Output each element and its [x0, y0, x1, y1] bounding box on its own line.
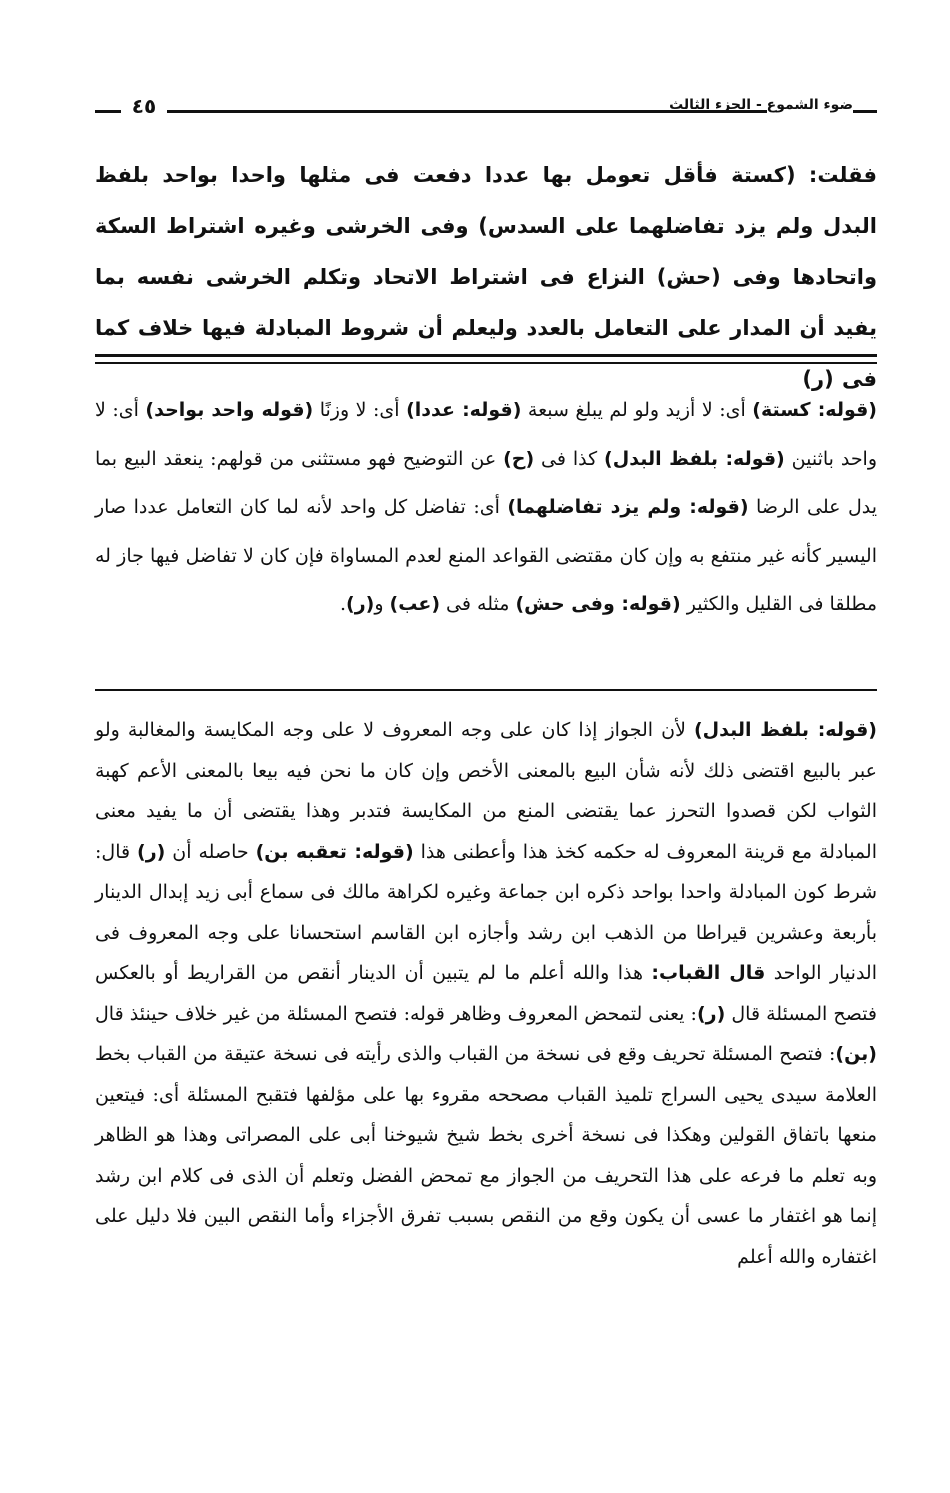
lemma-walam-yazid: (قوله: ولم يزد تفاضلهما): [507, 496, 749, 519]
source-abbrev: (ر): [696, 1002, 726, 1025]
source-abbrev: (ر): [346, 593, 375, 616]
running-header: [95, 92, 877, 126]
lemma-wafi-hash: (قوله: وفى حش): [515, 593, 681, 616]
double-rule-bottom: [95, 362, 877, 364]
commentary-text: كذا فى: [534, 447, 605, 470]
commentary-text: أى: تفاضل كل واحد لأنه لما كان التعامل عددا صار اليسير كأنه غير منتفع به وإن كان مقتضى القواعد المنع لعدم المساواة فإن كان لا تفاضل فيها جاز له مطلقا فى القليل والكثير: [95, 496, 877, 616]
main-text: فقلت: (كستة فأقل تعومل بها عددا دفعت فى مثلها واحدا بواحد بلفظ البدل ولم يزد تفاضلهما على السدس) وفى الخرشى وغيره اشتراط السكة واتحادها وفى (حش) النزاع فى اشتراط الاتحاد وتكلم الخرشى نفسه بما يفيد أن المدار على التعامل بالعدد وليعلم أن شروط المبادلة فيها خلاف كما فى (ر): [95, 163, 877, 391]
commentary-text: عن التوضيح فهو مستثنى من قولهم: ينعقد البيع بما يدل على الرضا: [95, 447, 878, 519]
lemma-adadan: (قوله: عددا): [406, 399, 522, 421]
commentary-text: أى: لا وزنًا: [313, 399, 407, 421]
commentary-text: قال: شرط كون المبادلة واحدا بواحد ذكره ابن جماعة وغيره لكراهة مالك فى سماع أبى زيد إبدال الدينار بأربعة وعشرين قيراطا من الذهب ابن رشد وأجازه ابن القاسم استحسانا على وجه المعروف فى الدنيار الواحد: [95, 840, 877, 984]
commentary-text: .: [339, 593, 347, 616]
lemma-wahid-biwahid: (قوله واحد بواحد): [145, 399, 314, 421]
commentary-text: : يعنى لتمحض المعروف وظاهر قوله: فتصح المسئلة من غير خلاف حينئذ قال: [95, 1002, 697, 1025]
commentary-text: : فتصح المسئلة تحريف وقع فى نسخة من القباب والذى رأيته فى نسخة عتيقة من القباب بخط العلامة سيدى يحيى السراج تلميذ القباب مصححه مقروء بها على مؤلفها فتقبح المسئلة أى: فيتعين منعها باتفاق القولين وهكذا فى نسخة أخرى بخط شيخ شيوخنا أبى على المصراتى وهذا هو الظاهر وبه تعلم ما فرعه على هذا التحريف من الجواز مع تمحض الفضل وتعلم أن الذى فى كلام ابن رشد إنما هو اغتفار ما عسى أن يكون وقع من النقص بسبب تفرق الأجزاء وأما النقص البين فلا دليل على اغتفاره والله أعلم: [95, 1043, 877, 1268]
commentary-text: مثله فى: [440, 593, 516, 616]
commentary-paragraph: [95, 710, 877, 1277]
quoted-author: قال القباب:: [651, 962, 766, 984]
lemma-kasitta: (قوله: كستة): [752, 399, 877, 421]
commentary-block-2: [95, 710, 877, 1277]
lemma-bilafz-albadal: (قوله: بلفظ البدل): [693, 719, 877, 741]
lemma-bilafz-albadal: (قوله: بلفظ البدل): [604, 447, 785, 470]
header-rule-left: [95, 110, 121, 113]
source-abbrev: (بن): [835, 1043, 877, 1065]
running-title: ضوء الشموع - الجزء الثالث: [669, 97, 853, 113]
single-rule: [95, 689, 877, 691]
commentary-paragraph: [95, 386, 877, 629]
source-abbrev: (ر): [137, 840, 166, 863]
source-abbrev: (عب): [389, 593, 441, 616]
commentary-block-1: [95, 386, 877, 629]
header-rule-right: [853, 110, 877, 113]
commentary-text: لأن الجواز إذا كان على وجه المعروف لا على وجه المكايسة والمغالبة ولو عبر بالبيع اقتضى ذلك لأنه شأن البيع بالمعنى الأخص وإن كان ما نحن فيه بيعا بالمعنى الأعم كهبة الثواب لكن قصدوا التحرز عما يقتضى المنع من المكايسة فتدبر وهذا يقتضى أن ما يفيد معنى المبادلة مع قرينة المعروف له حكمه كخذ هذا وأعطنى هذا: [95, 719, 877, 863]
commentary-text: حاصله أن: [165, 840, 256, 863]
commentary-text: أى: لا أزيد ولو لم يبلغ سبعة: [521, 399, 753, 421]
page-number: ٤٥: [131, 94, 157, 118]
commentary-text: هذا والله أعلم ما لم يتبين أن الدينار أنقص من القراريط أو بالعكس فتصح المسئلة قال: [95, 962, 877, 1025]
source-abbrev: (ح): [503, 447, 535, 470]
commentary-text: أى: لا واحد باثنين: [95, 399, 878, 470]
double-rule-top: [95, 354, 877, 357]
lemma-taqqabahu: (قوله: تعقبه بن): [255, 840, 414, 863]
commentary-text: و: [374, 593, 390, 616]
